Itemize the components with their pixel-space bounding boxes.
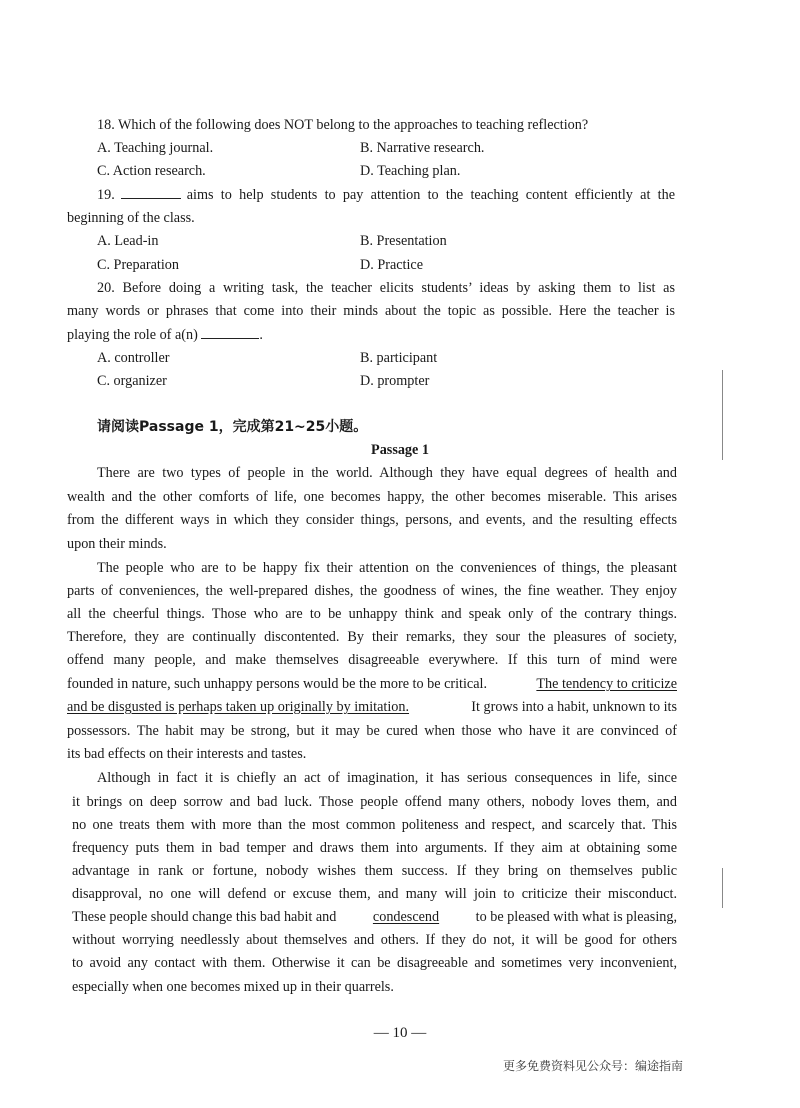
passage-title: Passage 1 [371,442,429,458]
p3-line-7 [72,908,677,926]
q19-option-c: C. Preparation [97,257,179,273]
q20-option-a: A. controller [97,350,170,366]
footer-note: 更多免费资料见公众号：编途指南 [503,1059,684,1073]
p3-line-10: especially when one becomes mixed up in their quarrels. [72,979,394,995]
binding-mark-bottom [722,868,723,908]
q20-option-d: D. prompter [360,373,430,389]
q18-option-c: C. Action research. [97,163,206,179]
p2-line-7 [67,698,677,716]
q18-option-a: A. Teaching journal. [97,140,214,156]
q20-period: . [259,327,263,343]
q19-option-a: A. Lead-in [97,233,159,249]
q19-stem [97,186,675,204]
p3-line-7-text-pre: These people should change this bad habit and [72,909,337,925]
p3-line-8: without worrying needlessly about themselves and others. If they do not, it will be good for others [72,932,677,948]
p2-line-2: parts of conveniences, the well-prepared dishes, the goodness of wines, the fine weather. They enjoy [67,583,677,599]
p3-line-4: frequency puts them in bad temper and draws them into arguments. If they aim at obtaining some [72,840,677,856]
q18-stem: 18. Which of the following does NOT belong to the approaches to teaching reflection? [97,117,589,133]
p3-line-6: disapproval, no one will defend or excuse them, and many will join to criticize their misconduct. [72,886,677,902]
p2-line-7-text: It grows into a habit, unknown to its [471,699,677,715]
p2-line-8: possessors. The habit may be strong, but it may be cured when those who have it are convinced of [67,723,677,739]
q19-answer-blank [121,186,181,199]
underlined-sentence-part1: The tendency to criticize [536,676,677,692]
passage-instruction: 请阅读Passage 1，完成第21~25小题。 [97,419,368,435]
q19-option-d: D. Practice [360,257,424,273]
p3-line-7-text-post: to be pleased with what is pleasing, [475,909,677,925]
p2-line-1: The people who are to be happy fix their attention on the conveniences of things, the pleasant [97,560,677,576]
q20-answer-blank [201,326,259,339]
p1-line-1: There are two types of people in the world. Although they have equal degrees of health and [97,465,677,481]
q18-option-b: B. Narrative research. [360,140,485,156]
p3-line-9: to avoid any contact with them. Otherwise it can be disagreeable and sometimes very inconvenient, [72,955,677,971]
q18-option-d: D. Teaching plan. [360,163,461,179]
q19-stem-text: aims to help students to pay attention to the teaching content efficiently at the [186,187,675,203]
p3-line-3: no one treats them with more than the most common politeness and respect, and scarcely that. This [72,817,677,833]
q20-stem-line1: 20. Before doing a writing task, the teacher elicits students’ ideas by asking them to list as [97,280,675,296]
p1-line-2: wealth and the other comforts of life, one becomes happy, the other becomes miserable. This arises [67,489,677,505]
q20-stem-line3-text: playing the role of a(n) [67,327,198,343]
q20-option-c: C. organizer [97,373,167,389]
p2-line-4: Therefore, they are continually discontented. By their remarks, they sour the pleasures of society, [67,629,677,645]
p2-line-5: offend many people, and make themselves disagreeable everywhere. If this turn of mind were [67,652,677,668]
q19-option-b: B. Presentation [360,233,447,249]
p3-line-5: advantage in rank or fortune, nobody wishes them success. If they bring on themselves public [72,863,677,879]
p3-line-1: Although in fact it is chiefly an act of imagination, it has serious consequences in life, since [97,770,677,786]
p1-line-4: upon their minds. [67,536,167,552]
q20-stem-line2: many words or phrases that come into their minds about the topic as possible. Here the teacher is [67,303,675,319]
p2-line-3: all the cheerful things. Those who are to be unhappy think and speak only of the contrary things. [67,606,677,622]
p2-line-9: its bad effects on their interests and tastes. [67,746,307,762]
underlined-word-condescend: condescend [372,909,440,925]
q19-stem-line2: beginning of the class. [67,210,195,226]
p1-line-3: from the different ways in which they consider things, persons, and events, and the resulting effects [67,512,677,528]
q20-stem-line3 [67,326,263,344]
p2-line-6 [67,675,677,693]
underlined-sentence-part2: and be disgusted is perhaps taken up originally by imitation. [67,699,410,715]
q19-number: 19. [97,187,115,203]
binding-mark-top [722,370,723,460]
page-number: — 10 — [373,1025,427,1041]
q20-option-b: B. participant [360,350,438,366]
p2-line-6-text: founded in nature, such unhappy persons would be the more to be critical. [67,676,487,692]
p3-line-2: it brings on deep sorrow and bad luck. Those people offend many others, nobody loves them, and [72,794,677,810]
